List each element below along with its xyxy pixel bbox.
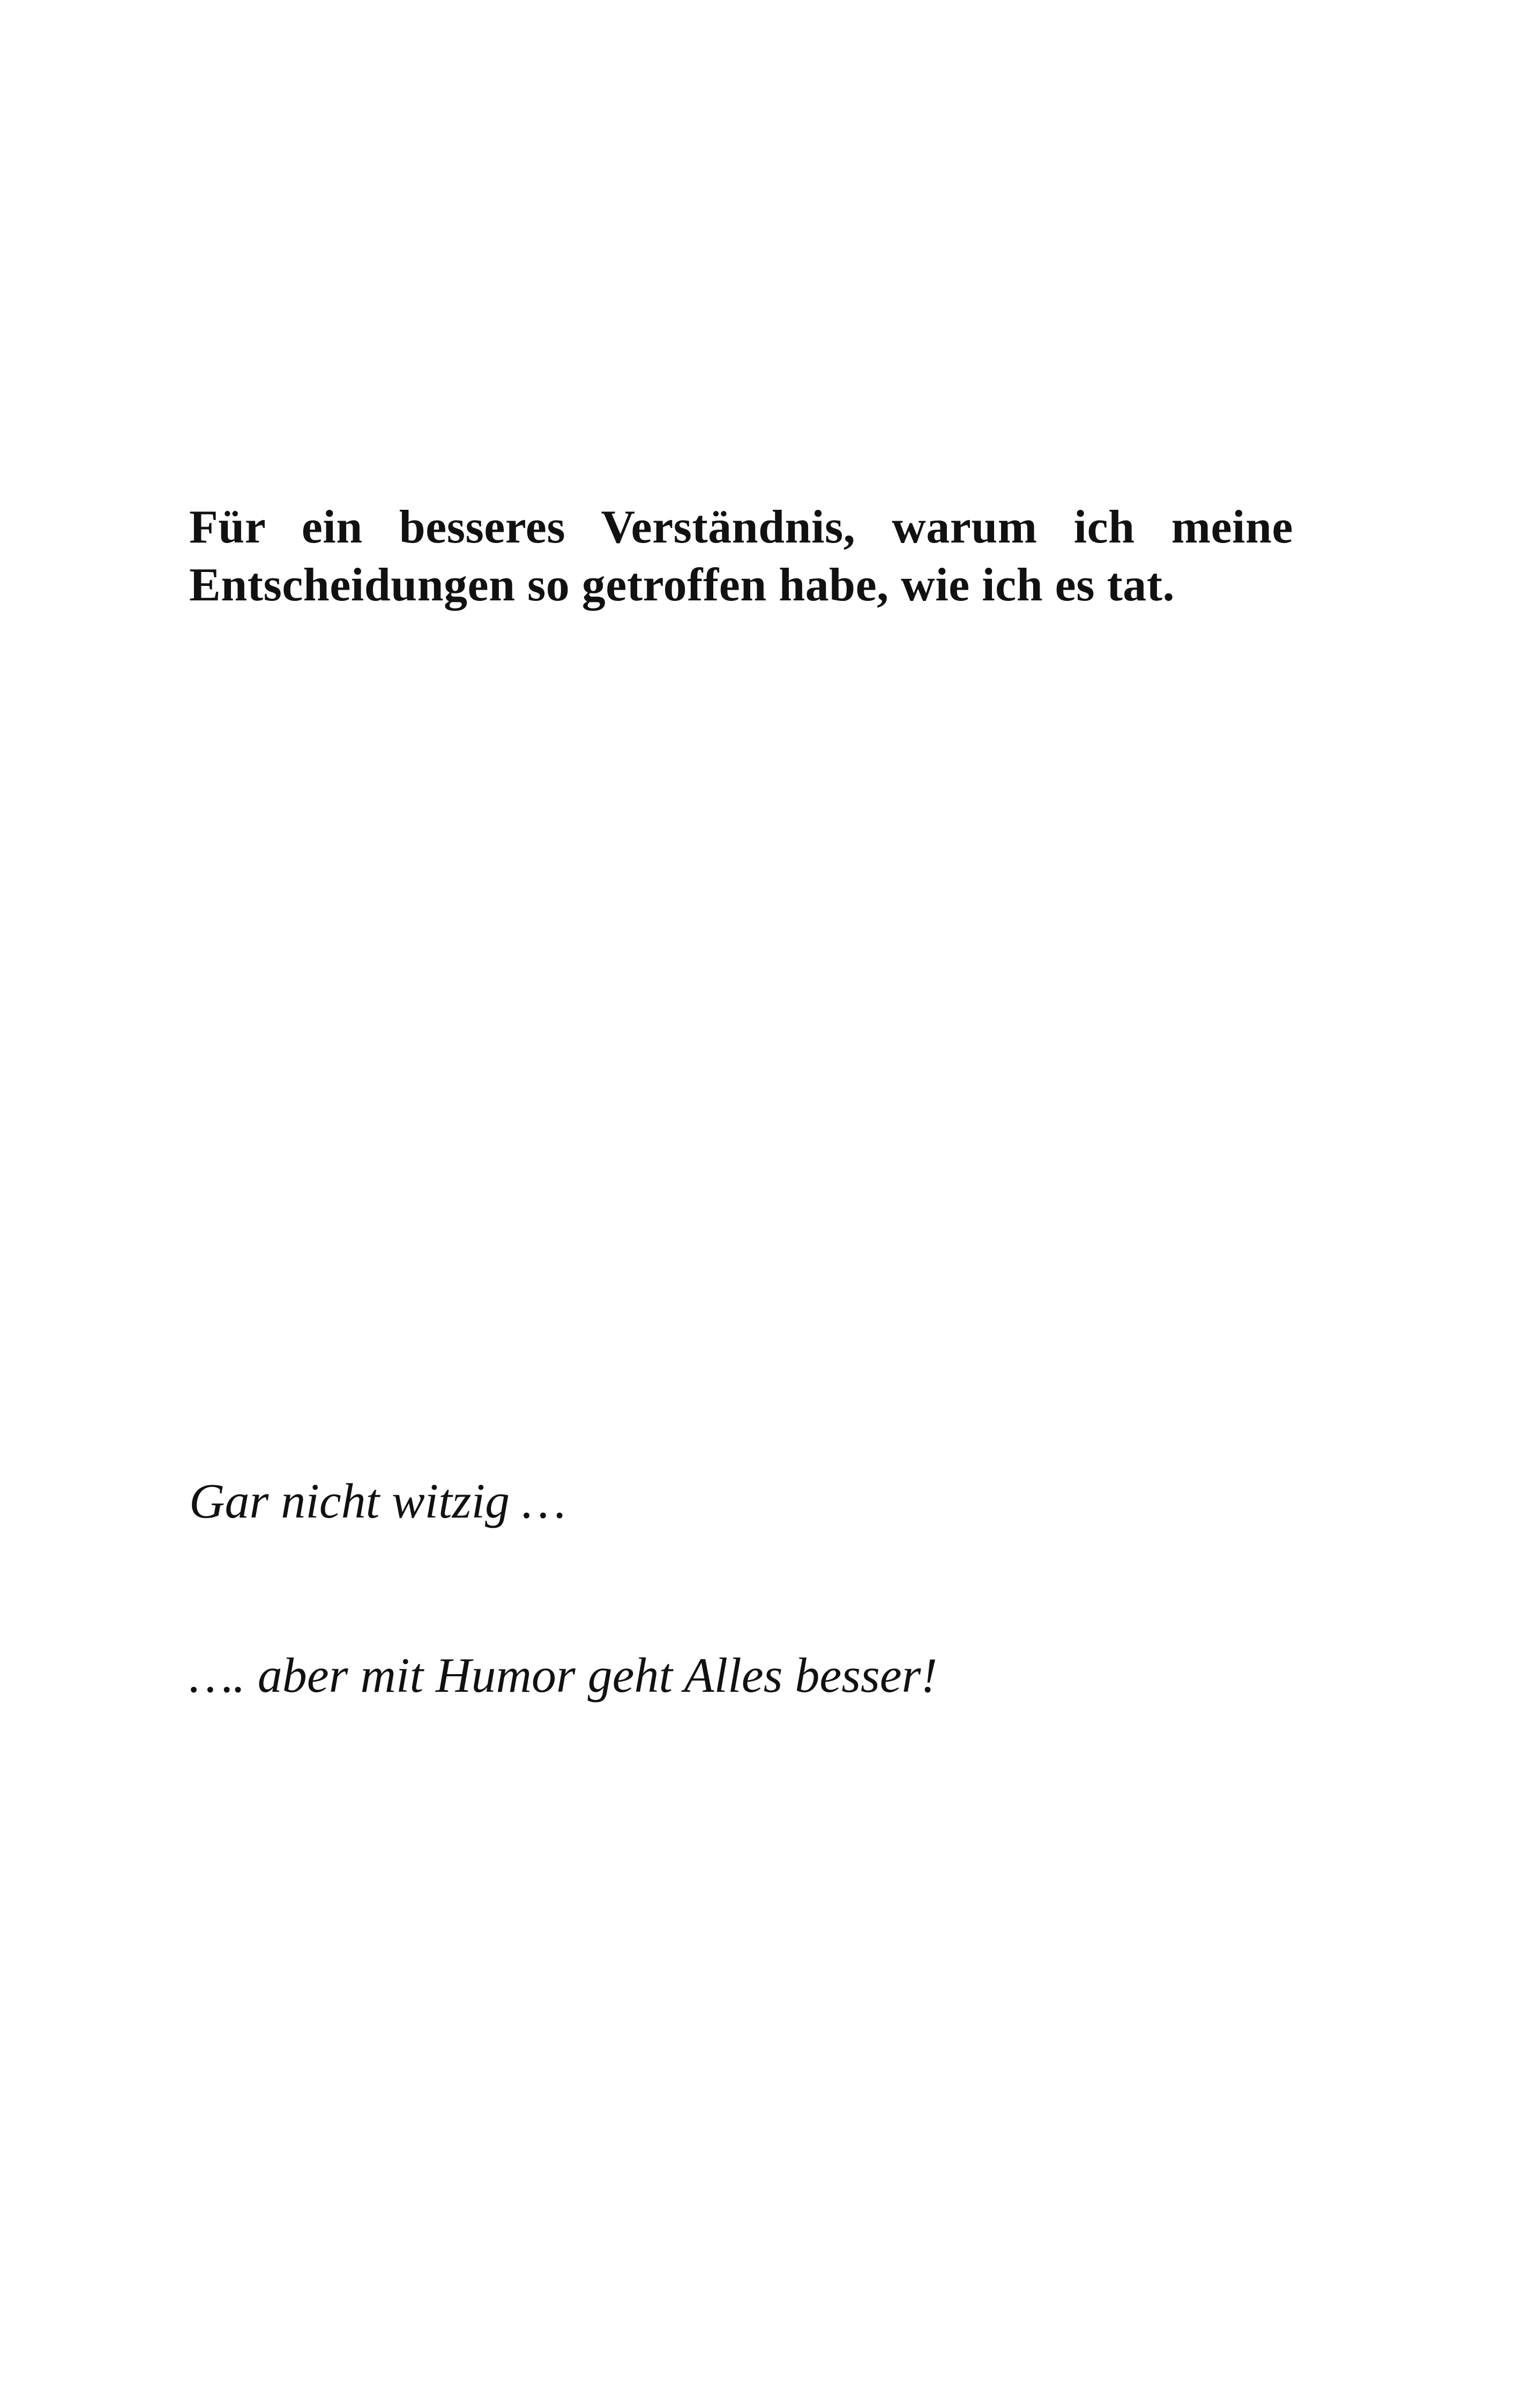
dedication-line-1: Für ein besseres Verständnis, warum ich meine — [189, 501, 1293, 553]
quote-humor: …. aber mit Humor geht Alles besser! — [189, 1648, 938, 1703]
quote-gar-nicht-witzig: Gar nicht witzig … — [189, 1474, 566, 1528]
dedication-line-2: Entscheidungen so getroffen habe, wie ich es tat. — [189, 559, 1175, 611]
dedication-text — [189, 499, 1293, 614]
